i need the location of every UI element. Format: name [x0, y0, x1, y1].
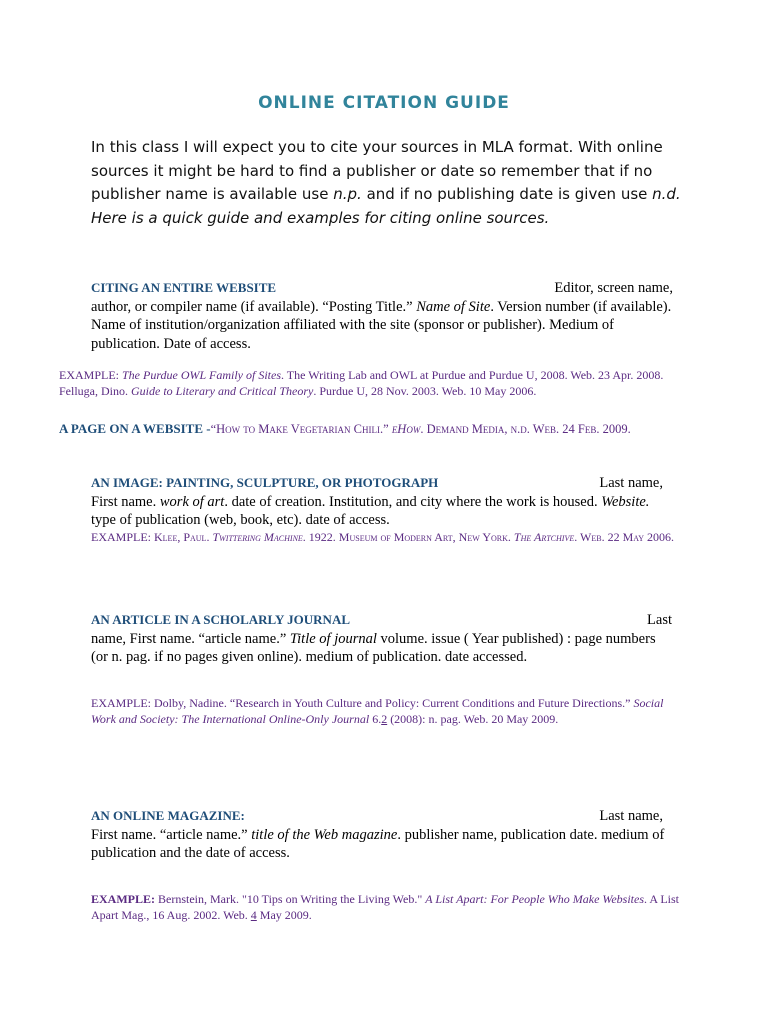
- example-label: EXAMPLE:: [59, 368, 122, 382]
- section-heading-right: Editor, screen name,: [554, 280, 673, 296]
- example-text: “How to Make Vegetarian Chili.”: [210, 422, 392, 436]
- example-text: . Purdue U, 28 Nov. 2003. Web. 10 May 2006.: [313, 384, 537, 398]
- intro-paragraph: [91, 136, 691, 230]
- example-text: May 2009.: [256, 908, 312, 922]
- example-italic: eHow: [391, 422, 421, 436]
- body-italic: Website.: [601, 493, 650, 510]
- section-entire-website: [91, 279, 673, 353]
- example-italic: Guide to Literary and Critical Theory: [131, 384, 314, 398]
- example-text: Bernstein, Mark. "10 Tips on Writing the Living Web.": [155, 892, 426, 906]
- example-italic: Social Work and Society: The International Online-Only Journal: [91, 696, 664, 726]
- example-text: . Web. 22 May 2006.: [574, 530, 675, 544]
- example-text: EXAMPLE: Klee, Paul.: [91, 530, 213, 544]
- example-text: . A List Apart Mag., 16 Aug. 2002. Web.: [91, 892, 680, 922]
- example-text: EXAMPLE: Dolby, Nadine. “Research in Youth Culture and Policy: Current Conditions and Future Directions.”: [91, 696, 634, 710]
- body-text: . publisher name, publication date. medium of publication and the date of access.: [91, 826, 665, 861]
- section-body: [91, 630, 672, 667]
- section-heading: CITING AN ENTIRE WEBSITE: [91, 280, 277, 295]
- body-text: volume. issue ( Year published) : page numbers (or n. pag. if no pages given online). medium of publication. date accessed.: [91, 630, 656, 665]
- example-magazine: [91, 891, 681, 923]
- body-text: . Version number (if available). Name of institution/organization affiliated with the site (sponsor or publisher). Medium of publication. Date of access.: [91, 298, 672, 352]
- intro-nd-sentence: n.d. Here is a quick guide and examples for citing online sources.: [91, 185, 681, 227]
- example-text: . The Writing Lab and OWL at Purdue and Purdue U, 2008. Web. 23 Apr. 2008. Felluga, Dino.: [59, 368, 664, 398]
- body-italic: Name of Site: [416, 298, 491, 315]
- body-italic: Title of journal: [289, 630, 377, 647]
- intro-text-1: In this class I will expect you to cite your sources in MLA format. With online sources it might be hard to find a publisher or date so remember that if no publisher name is available use: [91, 138, 663, 203]
- body-text: First name.: [91, 493, 160, 510]
- section-journal: [91, 611, 672, 667]
- example-journal: [91, 695, 671, 727]
- example-image: [91, 529, 679, 545]
- body-text: name, First name. “article name.”: [91, 630, 290, 647]
- example-underlined: 4: [250, 908, 257, 922]
- body-text: author, or compiler name (if available). “Posting Title.”: [91, 298, 417, 315]
- section-image: [91, 474, 663, 530]
- body-text: First name. “article name.”: [91, 826, 252, 843]
- body-italic: title of the Web magazine: [251, 826, 398, 843]
- section-body: [91, 298, 673, 354]
- section-body: [91, 826, 673, 863]
- section-heading: AN ONLINE MAGAZINE:: [91, 808, 245, 823]
- intro-np: n.p.: [333, 185, 362, 203]
- body-text: type of publication (web, book, etc). date of access.: [91, 512, 390, 528]
- page-title: ONLINE CITATION GUIDE: [258, 93, 510, 113]
- section-heading: A PAGE ON A WEBSITE -: [59, 421, 211, 436]
- example-text: . 1922. Museum of Modern Art, New York.: [302, 530, 514, 544]
- body-italic: work of art: [159, 493, 225, 510]
- section-magazine: [91, 807, 673, 863]
- section-page-on-website: [59, 421, 719, 437]
- example-italic: A List Apart: For People Who Make Websites: [425, 892, 644, 906]
- section-heading-right: Last name,: [599, 475, 663, 491]
- example-underlined: 2: [381, 712, 388, 726]
- example-italic: The Artchive: [513, 530, 575, 544]
- body-text: . date of creation. Institution, and city where the work is housed.: [224, 493, 602, 510]
- example-italic: Twittering Machine: [212, 530, 303, 544]
- section-heading-right: Last: [647, 612, 672, 628]
- example-label: EXAMPLE:: [91, 892, 155, 906]
- example-entire-website: [59, 367, 675, 399]
- section-heading: AN IMAGE: PAINTING, SCULPTURE, OR PHOTOGRAPH: [91, 475, 439, 490]
- section-body: [91, 493, 663, 530]
- section-heading-right: Last name,: [599, 808, 663, 824]
- example-text: 6.: [369, 712, 382, 726]
- section-heading: AN ARTICLE IN A SCHOLARLY JOURNAL: [91, 612, 350, 627]
- example-text: . Demand Media, n.d. Web. 24 Feb. 2009.: [420, 422, 631, 436]
- example-italic: The Purdue OWL Family of Sites: [122, 368, 281, 382]
- intro-text-2: and if no publishing date is given use: [361, 185, 653, 203]
- example-text: (2008): n. pag. Web. 20 May 2009.: [387, 712, 559, 726]
